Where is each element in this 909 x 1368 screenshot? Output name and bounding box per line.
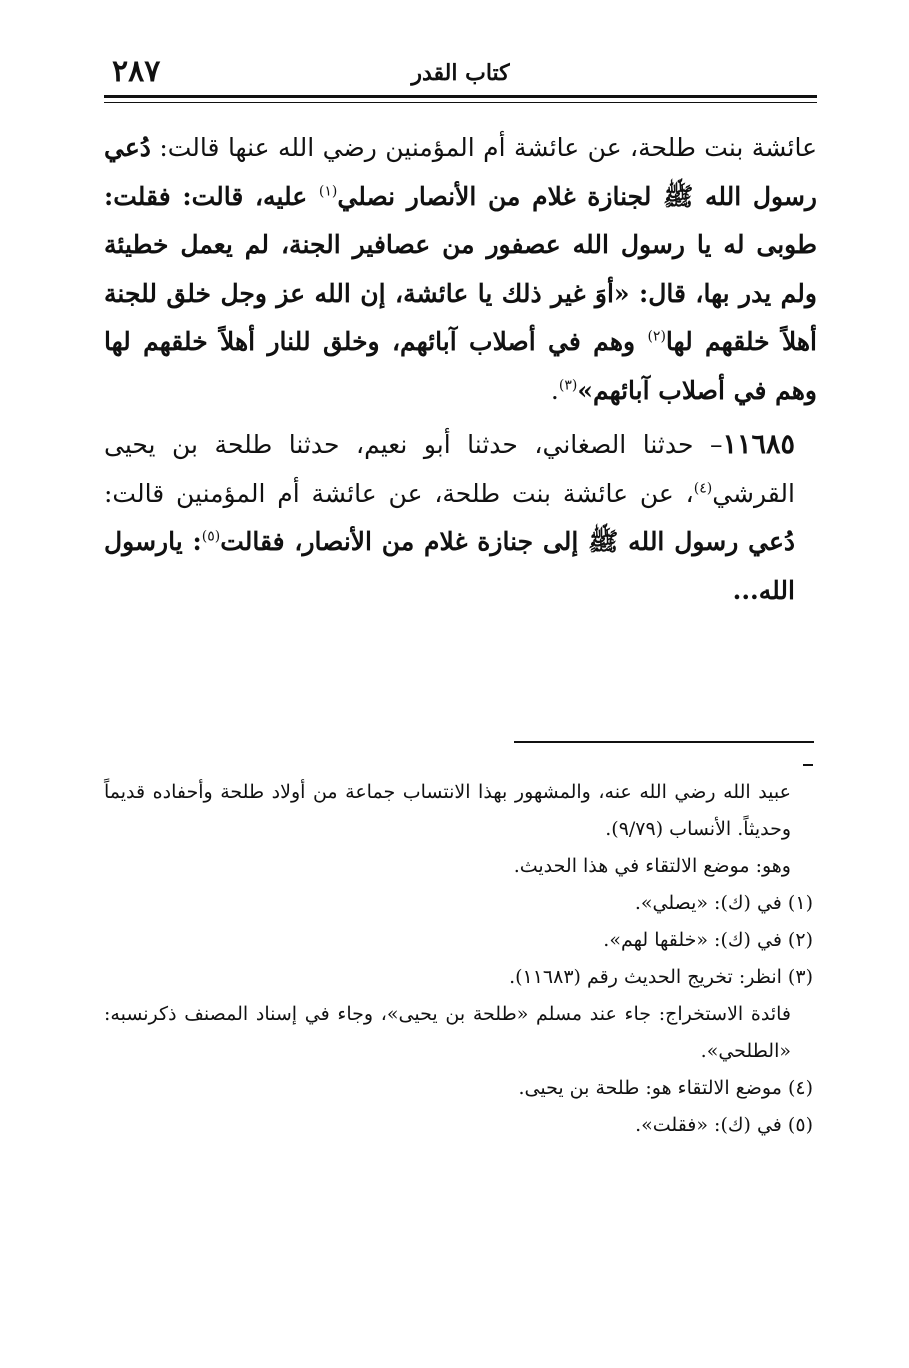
bold-run: عليه، قالت: فقلت: طوبى له يا رسول الله عصفور من عصافير الجنة، لم يعمل خطيئة ولم يدر بها، قال:: [104, 181, 817, 308]
footnote-4: (٤) موضع الالتقاء هو: طلحة بن يحيى.: [518, 1077, 813, 1099]
footnote-ref: (٥): [201, 528, 221, 545]
main-text: [104, 124, 817, 615]
hadith-number: ١١٦٨٥: [722, 429, 795, 460]
footnote-ref: (١): [318, 183, 338, 200]
footnote-continuation: عبيد الله رضي الله عنه، والمشهور بهذا الانتساب جماعة من أولاد طلحة وأحفاده قديماً وحديثاً. الأنساب (٩/٧٩).: [104, 781, 791, 840]
footnote-continuation: وهو: موضع الالتقاء في هذا الحديث.: [513, 855, 791, 877]
header-rule: [104, 95, 817, 103]
text-run: .: [550, 375, 559, 405]
text-run: ، عن عائشة بنت طلحة، عن عائشة أم المؤمنين قالت:: [104, 478, 694, 508]
footnote-3: (٣) انظر: تخريج الحديث رقم (١١٦٨٣).: [509, 966, 813, 988]
footnote-3-note: فائدة الاستخراج: جاء عند مسلم «طلحة بن يحيى»، وجاء في إسناد المصنف ذكرنسبه: «الطلحي».: [104, 1003, 791, 1062]
paragraph-1: [104, 124, 817, 415]
footnotes: [104, 774, 813, 1144]
footnote-ref: (٣): [558, 377, 578, 394]
page-header: [104, 54, 817, 96]
footnote-5: (٥) في (ك): «فقلت».: [635, 1114, 813, 1136]
page-number: ٢٨٧: [112, 54, 161, 89]
continuation-mark: [803, 764, 813, 766]
quote-run: «أوَ غير ذلك يا عائشة، إن الله عز وجل خلق للجنة أهلاً خلقهم لها: [104, 278, 817, 356]
footnote-ref: (٤): [693, 480, 713, 497]
quote-run: وهم في أصلاب آبائهم، وخلق للنار أهلاً خلقهم لها وهم في أصلاب آبائهم»: [104, 327, 817, 405]
book-title: كتاب القدر: [411, 60, 510, 86]
footnote-separator: [514, 741, 814, 743]
paragraph-2: [104, 421, 817, 615]
bold-run: : يارسول الله...: [104, 527, 795, 605]
footnote-2: (٢) في (ك): «خلقها لهم».: [603, 929, 813, 951]
bold-run: دُعي رسول الله ﷺ إلى جنازة غلام من الأنصار، فقالت: [220, 527, 795, 556]
text-run: عائشة بنت طلحة، عن عائشة أم المؤمنين رضي الله عنها قالت:: [150, 133, 817, 162]
footnote-ref: (٢): [647, 328, 666, 345]
bold-run: دُعي رسول الله ﷺ لجنازة غلام من الأنصار نصلي: [104, 133, 817, 211]
footnote-1: (١) في (ك): «يصلي».: [634, 892, 813, 914]
text-run: – حدثنا الصغاني، حدثنا أبو نعيم، حدثنا طلحة بن يحيى القرشي: [104, 430, 795, 508]
